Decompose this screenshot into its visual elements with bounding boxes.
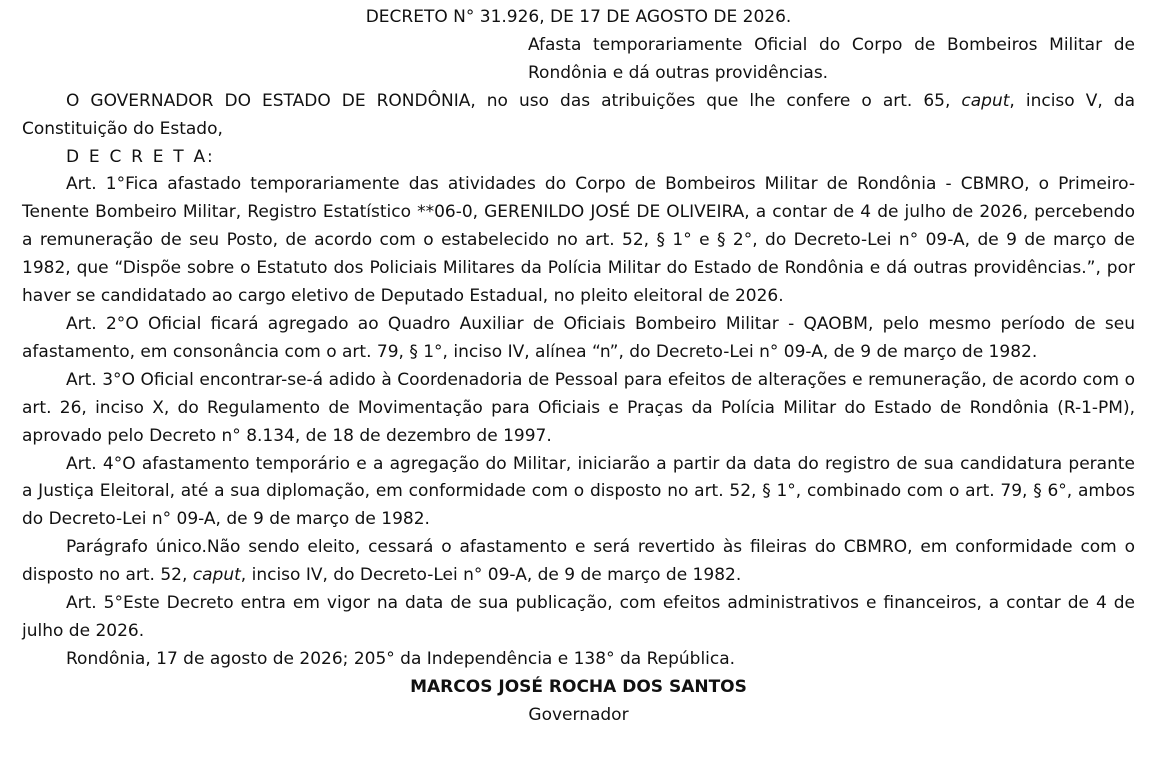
preamble-italic: caput: [961, 90, 1010, 111]
article-4-label: Art. 4°: [66, 453, 123, 474]
closing-line: Rondônia, 17 de agosto de 2026; 205° da Independência e 138° da República.: [66, 648, 736, 669]
article-5-label: Art. 5°: [66, 593, 123, 614]
decree-document: [22, 4, 1135, 730]
article-5: [22, 590, 1135, 646]
article-5-text: Este Decreto entra em vigor na data de sua publicação, com efeitos administrativos e financeiros, a contar de 4 de julho de 2026.: [22, 593, 1135, 641]
article-3: [22, 367, 1135, 451]
paragrafo-unico-text-end: , inciso IV, do Decreto-Lei n° 09-A, de 9 de março de 1982.: [240, 565, 742, 586]
decree-ementa: Afasta temporariamente Oficial do Corpo de Bombeiros Militar de Rondônia e dá outras providências.: [528, 34, 1135, 83]
paragrafo-unico-text: Não sendo eleito, cessará o afastamento e será revertido às fileiras do CBMRO, em conformidade com o disposto no art. 52,: [22, 537, 1135, 586]
article-3-label: Art. 3°: [66, 369, 122, 390]
preamble-text: O GOVERNADOR DO ESTADO DE RONDÔNIA, no uso das atribuições que lhe confere o art. 65,: [66, 90, 962, 111]
article-1-label: Art. 1°: [66, 174, 126, 195]
decreta-heading: D E C R E T A:: [66, 146, 215, 167]
paragrafo-unico: [22, 534, 1135, 590]
paragrafo-unico-italic: caput: [192, 565, 241, 586]
preamble-text-end: , inciso V, da Constituição do Estado,: [22, 90, 1135, 139]
signature-role: Governador: [528, 704, 629, 725]
preamble: [22, 88, 1135, 144]
article-4-text: O afastamento temporário e a agregação do Militar, iniciarão a partir da data do registro de sua candidatura perante a Justiça Eleitoral, até a sua diplomação, em conformidade com o disposto no art. 52, § 1°, combinado com o art. 79, § 6°, ambos do Decreto-Lei n° 09-A, de 9 de março de 1982.: [22, 453, 1135, 530]
article-4: [22, 451, 1135, 535]
article-2-label: Art. 2°: [66, 313, 126, 334]
paragrafo-unico-label: Parágrafo único.: [66, 537, 207, 558]
article-2-text: O Oficial ficará agregado ao Quadro Auxiliar de Oficiais Bombeiro Militar - QAOBM, pelo mesmo período de seu afastamento, em consonância com o art. 79, § 1°, inciso IV, alínea “n”, do Decreto-Lei n° 09-A, de 9 de março de 1982.: [22, 313, 1135, 362]
article-3-text: O Oficial encontrar-se-á adido à Coordenadoria de Pessoal para efeitos de alterações e remuneração, de acordo com o art. 26, inciso X, do Regulamento de Movimentação para Oficiais e Praças da Polícia Militar do Estado de Rondônia (R-1-PM), aprovado pelo Decreto n° 8.134, de 18 de dezembro de 1997.: [22, 369, 1135, 446]
article-2: [22, 311, 1135, 367]
signature-name: MARCOS JOSÉ ROCHA DOS SANTOS: [410, 676, 747, 697]
article-1: [22, 171, 1135, 311]
decree-title: DECRETO N° 31.926, DE 17 DE AGOSTO DE 2026.: [365, 7, 792, 27]
article-1-text: Fica afastado temporariamente das atividades do Corpo de Bombeiros Militar de Rondônia - CBMRO, o Primeiro-Tenente Bombeiro Militar, Registro Estatístico **06-0, GERENILDO JOSÉ DE OLIVEIRA, a contar de 4 de julho de 2026, percebendo a remuneração de seu Posto, de acordo com o estabelecido no art. 52, § 1° e § 2°, do Decreto-Lei n° 09-A, de 9 de março de 1982, que “Dispõe sobre o Estatuto dos Policiais Militares da Polícia Militar do Estado de Rondônia e dá outras providências.”, por haver se candidatado ao cargo eletivo de Deputado Estadual, no pleito eleitoral de 2026.: [22, 174, 1135, 307]
